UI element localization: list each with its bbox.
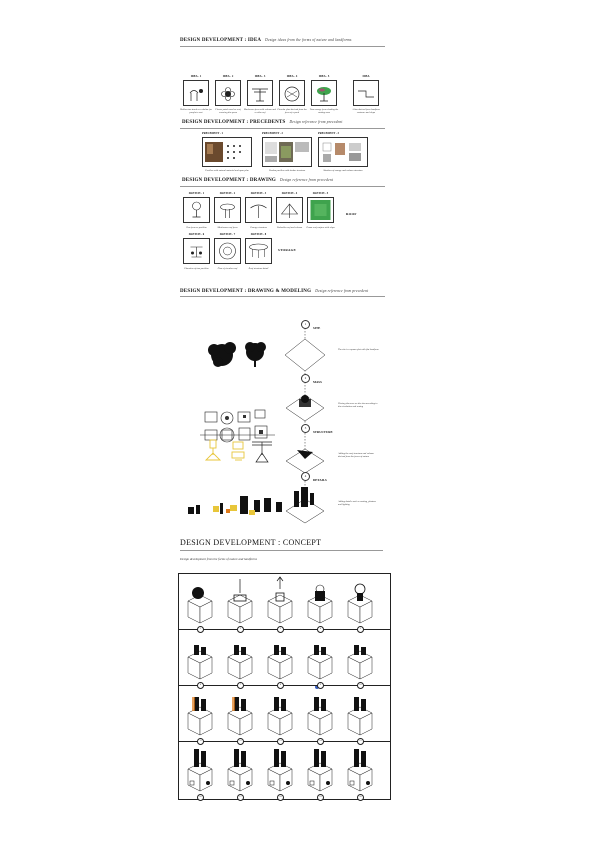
- idea-title: DESIGN DEVELOPMENT : IDEA: [180, 38, 262, 43]
- flower-shape-sketch-icon: [216, 81, 240, 105]
- precedent-tile[interactable]: [318, 137, 368, 167]
- idea-caption: Flower petals used as roof covering the space: [215, 108, 241, 114]
- step-number: 1: [301, 320, 310, 329]
- drawing-caption: Roof structure detail: [248, 267, 269, 270]
- divider: [180, 550, 383, 551]
- step-number: 2: [301, 374, 310, 383]
- idea-tile-label: IDEA - 2: [222, 75, 234, 78]
- concept-node: 5: [357, 626, 364, 633]
- drawing-caption: Mushroom roof form: [217, 226, 238, 229]
- precedent-caption: Pavilion with natural material and open plan: [205, 169, 249, 172]
- idea-tile-label: IDEA - 1: [190, 75, 202, 78]
- sketch-icon: [184, 239, 209, 263]
- drawing-tile-label: SKETCH - 2: [219, 192, 236, 195]
- idea-caption: Hollow tree trunk as a shelter for people to rest: [180, 108, 212, 114]
- sketch-icon: [246, 239, 271, 263]
- section-title-precedents: [182, 120, 343, 125]
- drawing-tile-label: SKETCH - 1: [188, 192, 205, 195]
- drawing-caption: Green roof surface with slope: [306, 226, 335, 229]
- precedent-photo-icon: [263, 138, 311, 166]
- concept-node: 7: [237, 682, 244, 689]
- section-title-idea: [180, 38, 352, 43]
- step-note: Adding details such as seating, planters and lighting: [338, 500, 377, 506]
- concept-node: 9: [317, 682, 324, 689]
- concept-node: 14: [317, 738, 324, 745]
- pillar-roof-sketch-icon: [248, 81, 272, 105]
- precedent-tile-label: PRECEDENT - 2: [262, 132, 283, 135]
- side-label-storage: STORAGE: [278, 248, 296, 252]
- divider: [180, 296, 385, 297]
- idea-tile[interactable]: [215, 80, 241, 106]
- idea-tile[interactable]: [247, 80, 273, 106]
- divider: [180, 186, 385, 187]
- concept-node: 13: [277, 738, 284, 745]
- idea-subtitle: Design ideas from the forms of nature and landforms: [265, 38, 352, 42]
- concept-node: 6: [197, 682, 204, 689]
- idea-tile-label: IDEA - 4: [286, 75, 298, 78]
- concept-node: 19: [317, 794, 324, 801]
- sketch-icon: [308, 198, 333, 222]
- concept-node: 8: [277, 682, 284, 689]
- concept-node: 12: [237, 738, 244, 745]
- drawing-modeling-title: DESIGN DEVELOPMENT : DRAWING & MODELING: [180, 289, 312, 294]
- concept-node: 18: [277, 794, 284, 801]
- precedent-caption: Garden pavilion with timber structure: [268, 169, 306, 172]
- precedent-photo-icon: [203, 138, 251, 166]
- drawing-modeling-subtitle: Design reference from precedent: [315, 289, 369, 293]
- precedent-tile[interactable]: [262, 137, 312, 167]
- concept-node: 11: [197, 738, 204, 745]
- idea-tile[interactable]: [311, 80, 337, 106]
- precedent-tile-label: PRECEDENT - 1: [202, 132, 223, 135]
- concept-node: 4: [317, 626, 324, 633]
- sketch-icon: [277, 198, 302, 222]
- tree-plan-icon: [208, 342, 266, 367]
- concept-subtitle: Design development from the forms of nature and landforms: [180, 557, 257, 561]
- drawing-tile[interactable]: [276, 197, 303, 223]
- drawing-tile-label: SKETCH - 4: [281, 192, 298, 195]
- concept-node: 2: [237, 626, 244, 633]
- idea-caption: Circular plan derived from the form of a pond: [277, 108, 307, 114]
- step-note: Placing the mass on the site according to the circulation and zoning: [338, 402, 378, 408]
- sketch-icon: [215, 198, 240, 222]
- drawing-tile[interactable]: [183, 238, 210, 264]
- drawing-tile-label: SKETCH - 8: [250, 233, 267, 236]
- concept-node: 1: [197, 626, 204, 633]
- idea-tile-label: IDEA - 3: [254, 75, 266, 78]
- concept-node: 15: [357, 738, 364, 745]
- idea-caption: Mushroom form with column and a wide roof: [244, 108, 276, 114]
- drawing-tile[interactable]: [214, 197, 241, 223]
- precedent-photo-icon: [319, 138, 367, 166]
- idea-caption: Tree canopy form shading the seating area: [309, 108, 339, 114]
- sketch-icon: [246, 198, 271, 222]
- drawing-tile[interactable]: [245, 238, 272, 264]
- concept-node: 16: [197, 794, 204, 801]
- concept-node: 3: [277, 626, 284, 633]
- sketch-icon: [215, 239, 240, 263]
- sketch-icon: [184, 198, 209, 222]
- drawing-caption: Canopy structure: [250, 226, 267, 229]
- step-number: 4: [301, 472, 310, 481]
- idea-tile[interactable]: [279, 80, 305, 106]
- drawing-caption: Umbrella roof and column: [276, 226, 303, 229]
- drawing-tile-label: SKETCH - 3: [250, 192, 267, 195]
- step-note: The site is a square plot with flat landform: [338, 348, 379, 351]
- section-title-drawing-modeling: [180, 289, 368, 294]
- step-label: SITE: [313, 326, 321, 330]
- drawing-title: DESIGN DEVELOPMENT : DRAWING: [182, 178, 276, 183]
- drawing-tile-label: SKETCH - 6: [188, 233, 205, 236]
- step-label: DETAILS: [313, 478, 327, 482]
- line-sketch-icon: [354, 81, 378, 105]
- concept-node: 10: [357, 682, 364, 689]
- concept-title: DESIGN DEVELOPMENT : CONCEPT: [180, 538, 322, 547]
- step-label: MASS: [313, 380, 322, 384]
- side-label-roof: ROOF: [346, 212, 357, 216]
- idea-tile[interactable]: [353, 80, 379, 106]
- isometric-steps-illustration: [280, 315, 330, 525]
- drawing-tile[interactable]: [183, 197, 210, 223]
- step-note: Adding the roof structure and column derived from the forms of nature: [338, 452, 374, 458]
- drawing-tile[interactable]: [245, 197, 272, 223]
- idea-tile-label: IDEA: [362, 75, 370, 78]
- idea-caption: A line derived from landform contours and slope: [352, 108, 380, 114]
- step-number: 3: [301, 424, 310, 433]
- drawing-caption: Elevation of tree pavilion: [184, 267, 209, 270]
- tree-canopy-sketch-icon: [312, 81, 336, 105]
- circle-plan-sketch-icon: [280, 81, 304, 105]
- modeling-sketches-illustration: [180, 320, 290, 530]
- drawing-caption: Tree form as pavilion: [186, 226, 207, 229]
- drawing-subtitle: Design reference from precedent: [280, 178, 334, 182]
- section-title-drawing: [182, 178, 333, 183]
- drawing-tile[interactable]: [307, 197, 334, 223]
- idea-tile-label: IDEA - 5: [318, 75, 330, 78]
- precedent-tile[interactable]: [202, 137, 252, 167]
- precedent-caption: Sketches of canopy and column structure: [323, 169, 363, 172]
- step-label: STRUCTURE: [313, 430, 333, 434]
- tree-stump-sketch-icon: [184, 81, 208, 105]
- concept-node: 17: [237, 794, 244, 801]
- idea-tile[interactable]: [183, 80, 209, 106]
- precedents-subtitle: Design reference from precedent: [289, 120, 343, 124]
- drawing-tile-label: SKETCH - 7: [219, 233, 236, 236]
- drawing-tile-label: SKETCH - 5: [312, 192, 329, 195]
- precedent-tile-label: PRECEDENT - 3: [318, 132, 339, 135]
- drawing-tile[interactable]: [214, 238, 241, 264]
- divider: [180, 46, 385, 47]
- concept-node: 20: [357, 794, 364, 801]
- drawing-caption: Plan of circular roof: [217, 267, 238, 270]
- divider: [180, 128, 385, 129]
- precedents-title: DESIGN DEVELOPMENT : PRECEDENTS: [182, 120, 286, 125]
